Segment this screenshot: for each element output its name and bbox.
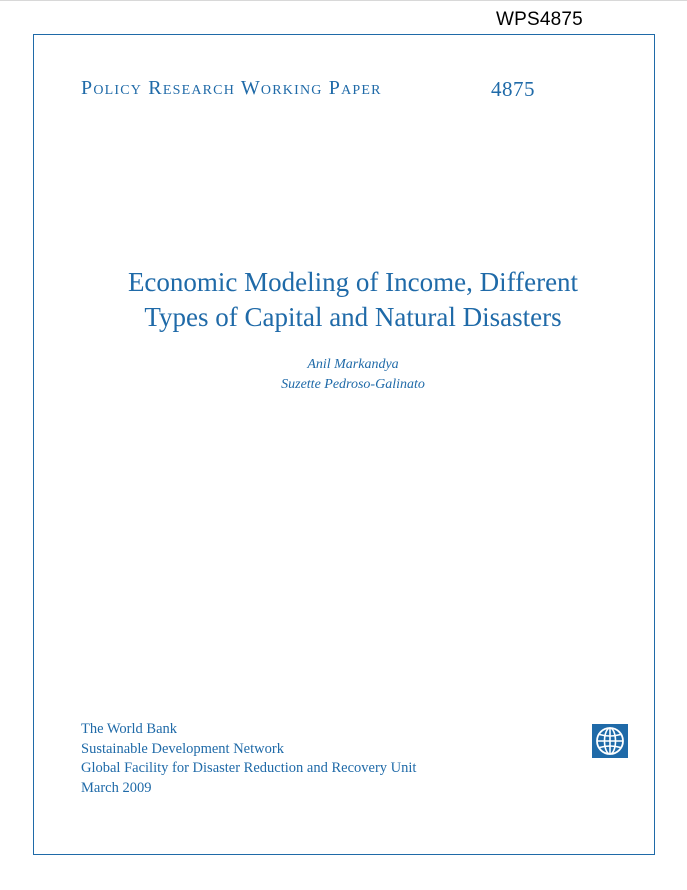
series-name: Policy Research Working Paper [81,77,382,99]
title-line-2: Types of Capital and Natural Disasters [144,302,562,332]
publisher-network: Sustainable Development Network [81,740,284,757]
author-list [60,355,646,395]
paper-number: 4875 [491,77,535,101]
paper-title [60,265,646,335]
title-line-1: Economic Modeling of Income, Different [127,267,579,297]
publisher-block [81,720,416,798]
document-id: WPS4875 [496,9,583,30]
author-2: Suzette Pedroso-Galinato [281,377,425,392]
top-edge-line [0,0,687,1]
publication-date: March 2009 [81,779,152,796]
publisher-unit: Global Facility for Disaster Reduction and Recovery Unit [81,760,417,776]
author-1: Anil Markandya [307,357,399,372]
world-bank-globe-icon [592,724,628,758]
publisher-organization: The World Bank [81,721,178,737]
